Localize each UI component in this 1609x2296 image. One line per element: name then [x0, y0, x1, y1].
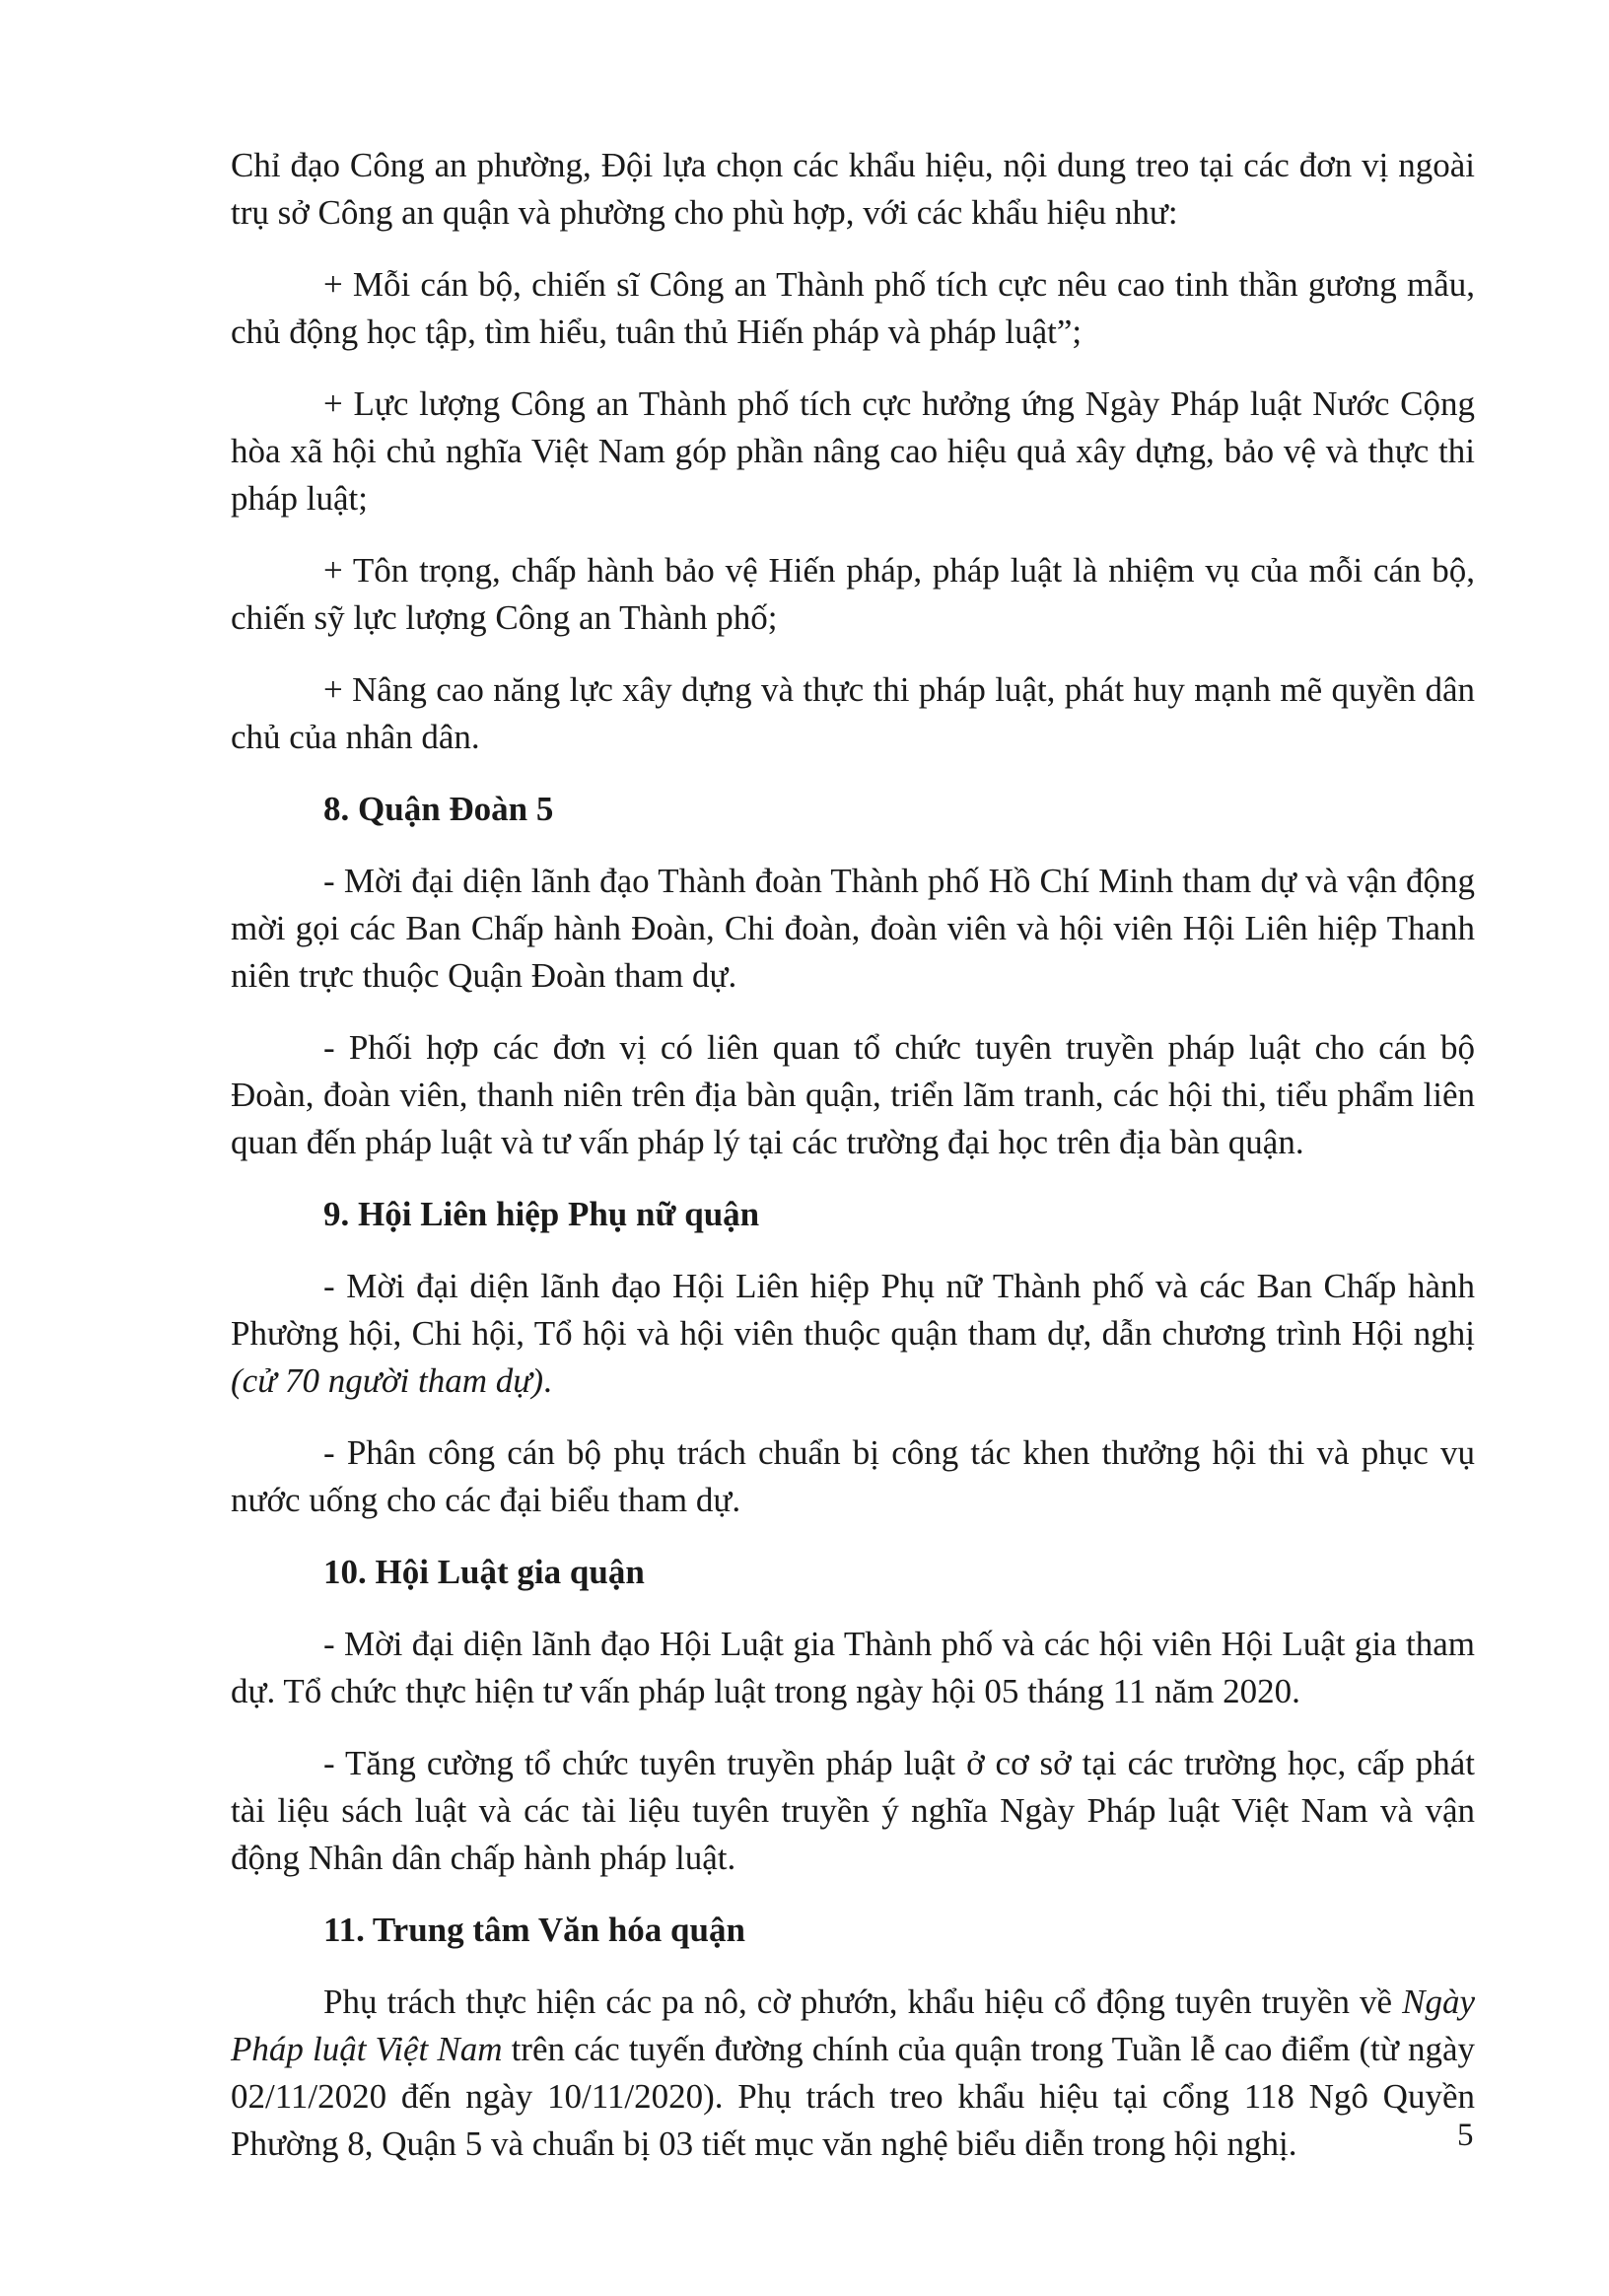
paragraph-text: .: [543, 1361, 552, 1400]
slogan-item: + Nâng cao năng lực xây dựng và thực thi pháp luật, phát huy mạnh mẽ quyền dân chủ của nhân dân.: [231, 670, 1475, 756]
document-body: [231, 142, 1475, 2192]
paragraph-emphasis: Ngày Pháp luật Việt Nam: [231, 1983, 1475, 2068]
paragraph-text: - Mời đại diện lãnh đạo Hội Liên hiệp Phụ nữ Thành phố và các Ban Chấp hành Phường hội, Chi hội, Tổ hội và hội viên thuộc quận tham dự, dẫn chương trình Hội nghị: [231, 1267, 1475, 1353]
slogan-item: + Lực lượng Công an Thành phố tích cực hưởng ứng Ngày Pháp luật Nước Cộng hòa xã hội chủ nghĩa Việt Nam góp phần nâng cao hiệu quả xây dựng, bảo vệ và thực thi pháp luật;: [231, 384, 1475, 518]
section-heading-hoi-luat-gia: 10. Hội Luật gia quận: [323, 1553, 645, 1591]
section-heading-quan-doan: 8. Quận Đoàn 5: [323, 790, 554, 828]
section-paragraph: [231, 1979, 1475, 2168]
section-paragraph: - Phân công cán bộ phụ trách chuẩn bị công tác khen thưởng hội thi và phục vụ nước uống cho các đại biểu tham dự.: [231, 1433, 1475, 1519]
slogan-item: + Mỗi cán bộ, chiến sĩ Công an Thành phố tích cực nêu cao tinh thần gương mẫu, chủ động học tập, tìm hiểu, tuân thủ Hiến pháp và pháp luật”;: [231, 265, 1475, 351]
section-paragraph: - Mời đại diện lãnh đạo Thành đoàn Thành phố Hồ Chí Minh tham dự và vận động mời gọi các Ban Chấp hành Đoàn, Chi đoàn, đoàn viên và hội viên Hội Liên hiệp Thanh niên trực thuộc Quận Đoàn tham dự.: [231, 862, 1475, 995]
section-paragraph: [231, 1263, 1475, 1405]
section-paragraph: - Phối hợp các đơn vị có liên quan tổ chức tuyên truyền pháp luật cho cán bộ Đoàn, đoàn viên, thanh niên trên địa bàn quận, triển lãm tranh, các hội thi, tiểu phẩm liên quan đến pháp luật và tư vấn pháp lý tại các trường đại học trên địa bàn quận.: [231, 1028, 1475, 1161]
page-number: 5: [1457, 2118, 1474, 2153]
section-heading-trung-tam-van-hoa: 11. Trung tâm Văn hóa quận: [323, 1911, 745, 1949]
section-heading-hoi-phu-nu: 9. Hội Liên hiệp Phụ nữ quận: [323, 1195, 760, 1233]
paragraph-text: trên các tuyến đường chính của quận trong Tuần lễ cao điểm (từ ngày 02/11/2020 đến ngày 10/11/2020). Phụ trách treo khẩu hiệu tại cổng 118 Ngô Quyền Phường 8, Quận 5 và chuẩn bị 03 tiết mục văn nghệ biểu diễn trong hội nghị.: [231, 2030, 1475, 2163]
slogan-item: + Tôn trọng, chấp hành bảo vệ Hiến pháp, pháp luật là nhiệm vụ của mỗi cán bộ, chiến sỹ lực lượng Công an Thành phố;: [231, 551, 1475, 637]
section-paragraph: - Tăng cường tổ chức tuyên truyền pháp luật ở cơ sở tại các trường học, cấp phát tài liệu sách luật và các tài liệu tuyên truyền ý nghĩa Ngày Pháp luật Việt Nam và vận động Nhân dân chấp hành pháp luật.: [231, 1744, 1475, 1877]
intro-paragraph: Chỉ đạo Công an phường, Đội lựa chọn các khẩu hiệu, nội dung treo tại các đơn vị ngoài trụ sở Công an quận và phường cho phù hợp, với các khẩu hiệu như:: [231, 146, 1475, 232]
paragraph-text: Phụ trách thực hiện các pa nô, cờ phướn, khẩu hiệu cổ động tuyên truyền về: [323, 1983, 1403, 2021]
paragraph-note: (cử 70 người tham dự): [231, 1361, 544, 1400]
section-paragraph: - Mời đại diện lãnh đạo Hội Luật gia Thành phố và các hội viên Hội Luật gia tham dự. Tổ chức thực hiện tư vấn pháp luật trong ngày hội 05 tháng 11 năm 2020.: [231, 1625, 1475, 1710]
